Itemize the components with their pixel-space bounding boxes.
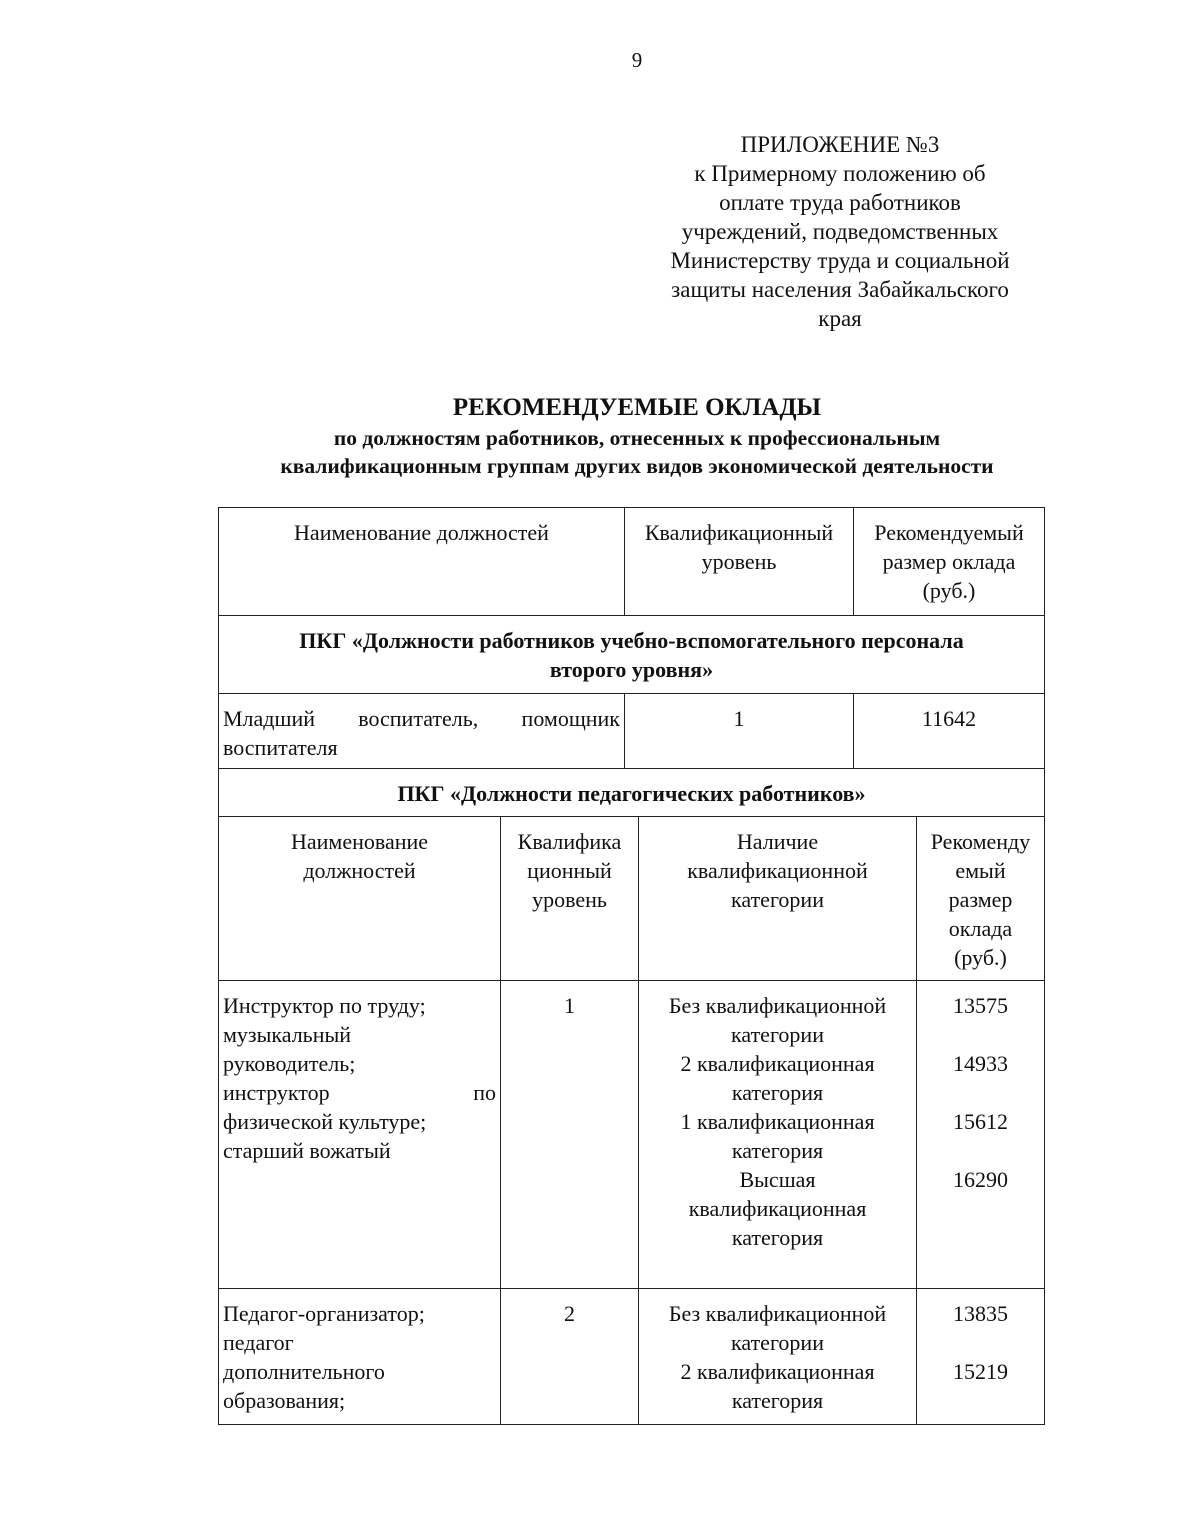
position-line: старший вожатый (223, 1138, 391, 1163)
header-position (219, 817, 501, 981)
salary-value: 13575 (953, 993, 1008, 1018)
position-line (223, 1078, 496, 1107)
position-line: Инструктор по труду; (223, 993, 426, 1018)
position-line: руководитель; (223, 1051, 356, 1076)
header-level (625, 508, 854, 616)
group-title (219, 616, 1045, 694)
header-salary-label: Рекоменду (930, 829, 1031, 854)
category-line: 2 квалификационная (680, 1359, 875, 1384)
group-title: ПКГ «Должности педагогических работников» (219, 769, 1045, 817)
level-cell: 1 (625, 694, 854, 769)
salary-value: 16290 (953, 1167, 1008, 1192)
appendix-title: ПРИЛОЖЕНИЕ №3 (740, 132, 940, 157)
appendix-line: оплате труда работников (719, 190, 961, 215)
position-line: дополнительного (223, 1359, 385, 1384)
position-line: физической культуре; (223, 1109, 427, 1134)
header-level-label: ционный (527, 858, 612, 883)
salary-value: 15612 (953, 1109, 1008, 1134)
salary-cell: 11642 (854, 694, 1045, 769)
appendix-block (630, 130, 1050, 333)
category-line: категория (731, 1080, 824, 1105)
header-salary-label: (руб.) (954, 945, 1007, 970)
header-category-label: Наличие (736, 829, 819, 854)
header-level-label: уровень (532, 887, 607, 912)
position-line: воспитателя (223, 735, 338, 760)
salary-value: 15219 (953, 1359, 1008, 1384)
category-line: квалификационная (688, 1196, 867, 1221)
table-row (219, 1289, 1045, 1425)
header-salary-label: (руб.) (922, 578, 976, 603)
category-item (643, 1357, 912, 1415)
table-header-row (219, 508, 1045, 616)
header-position-label: Наименование (290, 829, 429, 854)
header-position-label: Наименование должностей (294, 520, 549, 545)
position-line: Педагог-организатор; (223, 1301, 425, 1326)
header-level-label: Квалификационный (644, 520, 834, 545)
category-line: категория (731, 1138, 824, 1163)
appendix-line: Министерству труда и социальной (670, 248, 1010, 273)
salary-cell (917, 1289, 1045, 1425)
document-subtitle-line: по должностям работников, отнесенных к профессиональным (333, 426, 941, 450)
header-level (501, 817, 639, 981)
document-heading (200, 392, 1074, 480)
position-line: музыкальный (223, 1022, 352, 1047)
header-salary-label: размер (948, 887, 1013, 912)
salary-table-pedagogical (218, 816, 1045, 1425)
appendix-line: учреждений, подведомственных (681, 219, 999, 244)
category-line: 2 квалификационная (680, 1051, 875, 1076)
category-item (643, 1299, 912, 1357)
salary-cell (917, 981, 1045, 1289)
position-word: по (473, 1080, 496, 1105)
group-title-row (219, 769, 1045, 817)
category-cell (639, 1289, 917, 1425)
header-level-label: Квалифика (517, 829, 622, 854)
salary-table-main (218, 507, 1045, 817)
category-line: категории (731, 1022, 824, 1047)
category-item (643, 1107, 912, 1165)
level-cell: 1 (501, 981, 639, 1289)
position-cell (219, 694, 625, 769)
header-salary-label: Рекомендуемый (874, 520, 1024, 545)
header-salary-label: размер оклада (882, 549, 1016, 574)
group-title-row (219, 616, 1045, 694)
header-position-label: должностей (303, 858, 416, 883)
position-cell (219, 981, 501, 1289)
header-salary-label: оклада (948, 916, 1013, 941)
salary-value: 14933 (953, 1051, 1008, 1076)
appendix-line: края (818, 306, 862, 331)
position-line: педагог (223, 1330, 294, 1355)
category-item (643, 991, 912, 1049)
header-salary (854, 508, 1045, 616)
position-word: Младший (223, 706, 315, 731)
level-cell: 2 (501, 1289, 639, 1425)
category-line: Высшая (739, 1167, 816, 1192)
position-cell (219, 1289, 501, 1425)
appendix-line: к Примерному положению об (694, 161, 986, 186)
header-category-label: квалификационной (687, 858, 868, 883)
header-category-label: категории (731, 887, 824, 912)
category-item (643, 1165, 912, 1252)
category-line: категория (731, 1225, 824, 1250)
category-line: категория (731, 1388, 824, 1413)
category-line: 1 квалификационная (680, 1109, 875, 1134)
category-line: Без квалификационной (668, 993, 887, 1018)
table-row (219, 981, 1045, 1289)
position-word: помощник (521, 706, 620, 731)
document-title: РЕКОМЕНДУЕМЫЕ ОКЛАДЫ (452, 394, 822, 421)
category-line: Без квалификационной (668, 1301, 887, 1326)
header-category (639, 817, 917, 981)
group-title-line: ПКГ «Должности работников учебно-вспомогательного персонала (299, 628, 964, 653)
page-number: 9 (631, 48, 643, 72)
category-cell (639, 981, 917, 1289)
header-salary-label: емый (955, 858, 1006, 883)
position-line: образования; (223, 1388, 346, 1413)
position-word: инструктор (223, 1080, 330, 1105)
category-line: категории (731, 1330, 824, 1355)
salary-value: 13835 (953, 1301, 1008, 1326)
table-row (219, 694, 1045, 769)
group-title-line: второго уровня» (549, 657, 714, 682)
position-line (223, 704, 620, 733)
category-item (643, 1049, 912, 1107)
header-position (219, 508, 625, 616)
appendix-line: защиты населения Забайкальского (671, 277, 1009, 302)
table-header-row (219, 817, 1045, 981)
position-word: воспитатель, (358, 706, 479, 731)
document-subtitle-line: квалификационным группам других видов экономической деятельности (280, 454, 994, 478)
header-level-label: уровень (701, 549, 777, 574)
header-salary (917, 817, 1045, 981)
